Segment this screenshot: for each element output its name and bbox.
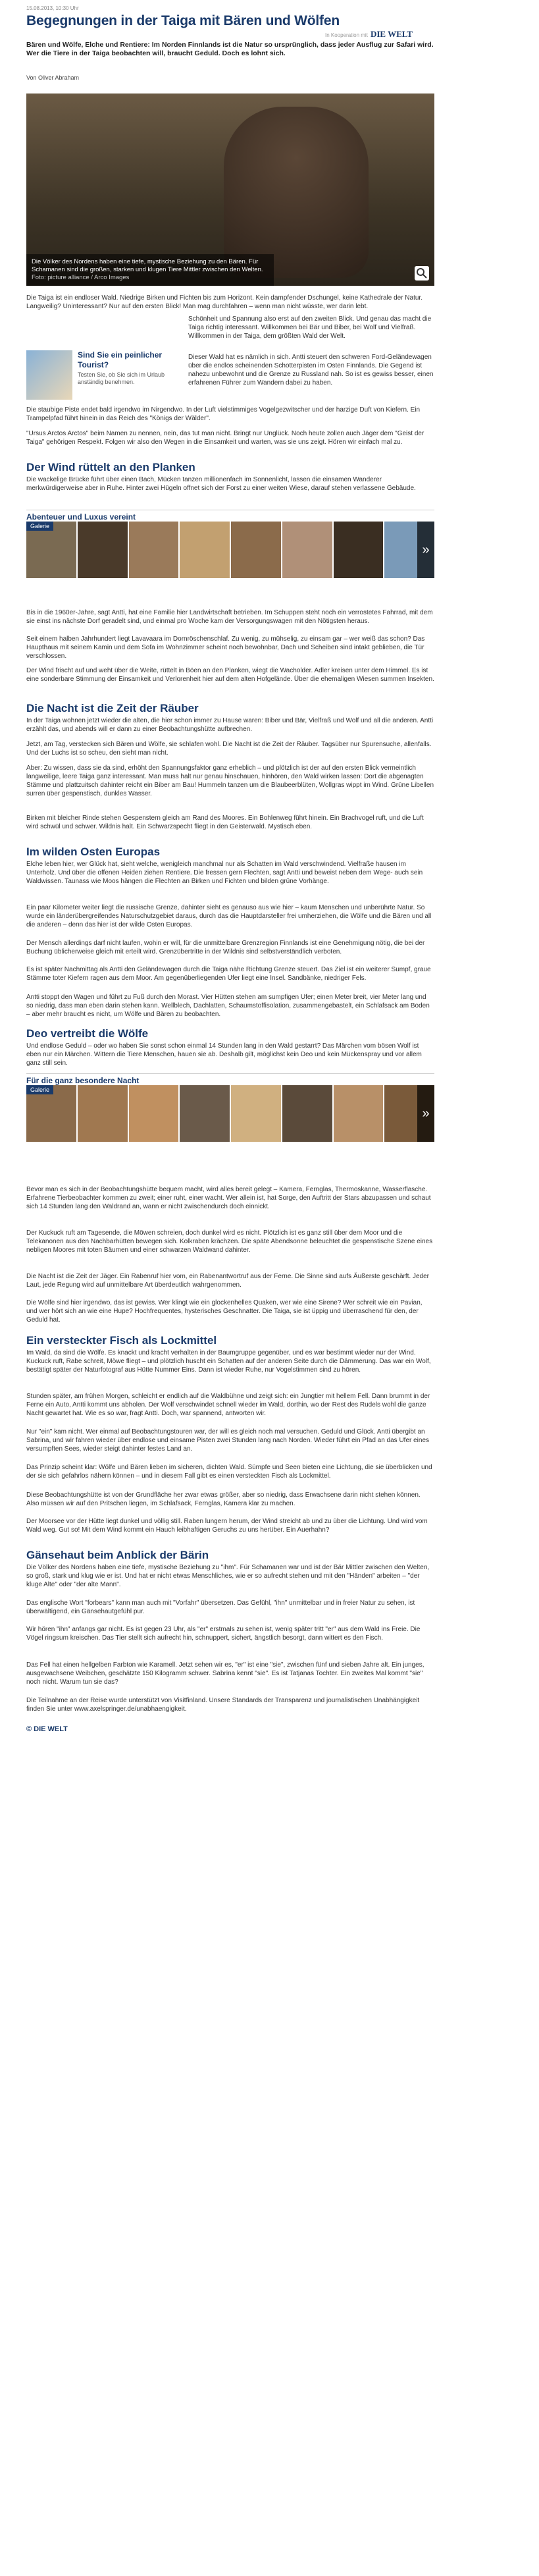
paragraph: Das Prinzip scheint klar: Wölfe und Bären lieben im sicheren, dichten Wald. Sümpfe und Seen bieten eine Lichtung, die sie überblicken und der sie sich gefahrlos nähern können – und in diesem Fall gibt es einen versteckten Fisch als Lockmittel. [26, 1464, 432, 1480]
paragraph: Jetzt, am Tag, verstecken sich Bären und Wölfe, sie schlafen wohl. Die Nacht ist die Zeit der Räuber. Tagsüber nur Spurensuche, allenfalls. Und der Luchs ist so scheu, den sieht man nicht. [26, 741, 432, 757]
gallery-thumb[interactable] [231, 1085, 281, 1142]
gallery-thumb[interactable] [78, 1085, 128, 1142]
section-heading: Deo vertreibt die Wölfe [26, 1027, 149, 1040]
section-heading: Ein versteckter Fisch als Lockmittel [26, 1334, 217, 1347]
paragraph: Nur "ein" kam nicht. Wer einmal auf Beobachtungstouren war, der will es gleich noch mal versuchen. Geduld und Glück. Antti übergibt an Sabrina, und wir fahren wieder über endlose und einsame Pisten zwei Stunden lang nach Norden. Wieder führt ein Pfad an das Ufer eines versumpften Sees, wieder steigt dahinter festes Land an. [26, 1428, 430, 1453]
gallery-thumb[interactable] [129, 1085, 179, 1142]
paragraph: Diese Beobachtungshütte ist von der Grundfläche her zwar etwas größer, aber so niedrig, dass Erwachsene darin nicht stehen können. Also müssen wir auf den Pritschen liegen, im Schlafsack, Fernglas, Kamera klar zu machen. [26, 1491, 421, 1507]
hero-caption-text: Die Völker des Nordens haben eine tiefe, mystische Beziehung zu den Bären. Für Schamanen sind die großen, starken und klugen Tiere Mittler zwischen den Welten. [32, 258, 263, 273]
gallery-thumb[interactable] [282, 1085, 332, 1142]
paragraph: Die Wölfe sind hier irgendwo, das ist gewiss. Wer klingt wie ein glockenhelles Quaken, wer wie eine Sirene? Wer schreit wie ein Pavian, und wer hört sich an wie eine Hupe? Hochfrequentes, hysterisches Geschnatter. Die Taiga, sie ist üppig und überraschend für den, der Geduld hat. [26, 1299, 423, 1324]
gallery-thumb[interactable] [180, 1085, 230, 1142]
paragraph: Es ist später Nachmittag als Antti den Geländewagen durch die Taiga nähe Richtung Grenze steuert. Das Ziel ist ein weiterer Sumpf, graue Stämme toter Kiefern ragen aus dem Moor. Am gegenüberliegenden Ufer liegt eine Insel. Sandbänke, niedriger Fels. [26, 966, 431, 982]
hero-image[interactable] [26, 94, 434, 286]
gallery-badge[interactable]: Galerie [26, 522, 53, 531]
paragraph: Stunden später, am frühen Morgen, schleicht er endlich auf die Waldbühne und zeigt sich: ein Jungtier mit hellem Fell. Dann brummt in der Ferne ein Auto, Antti kommt uns abholen. Der Wolf verschwindet schnell wieder im Wald, dorthin, wo der Rest des Rudels wohl die ganze Nacht gewartet hat. Wie es so war, fragt Antti. Doch, war spannend, antworten wir. [26, 1393, 430, 1417]
zoom-icon[interactable] [415, 266, 429, 281]
paragraph: Dieser Wald hat es nämlich in sich. Antti steuert den schweren Ford-Geländewagen über die endlos scheinenden Schotterpisten im Osten Finnlands. Die Gegend ist nahezu unbewohnt und die Grenze zu Russland nah. So ist es gewiss besser, einen erfahrenen Führer zum Wandern dabei zu haben. [188, 354, 434, 387]
gallery-strip[interactable] [26, 1085, 434, 1142]
paragraph: Die Nacht ist die Zeit der Jäger. Ein Rabenruf hier vom, ein Rabenantwortruf aus der Ferne. Die Sinne sind aufs Äußerste geschärft. Jeder Laut, jede Regung wird auf unmittelbare Art überdeutlich wahrgenommen. [26, 1273, 429, 1289]
paragraph: Der Wind frischt auf und weht über die Weite, rüttelt in Böen an den Planken, wiegt die Wacholder. Adler kreisen unter dem Himmel. Es ist eine sonderbare Stimmung der Einsamkeit und Verlorenheit hier auf dem alten Hofgelände. Über die ehemaligen Wiesen summen Insekten. [26, 667, 434, 683]
paragraph: Wir hören "ihn" anfangs gar nicht. Es ist gegen 23 Uhr, als "er" erstmals zu sehen ist, wenig später tritt "er" aus dem Wald ins Freie. Die Vögel ringsum kreischen. Das Tier stellt sich aufrecht hin, schnuppert, sichert, ängstlich besorgt, dann wittert es den Fisch. [26, 1626, 421, 1642]
article-title: Begegnungen in der Taiga mit Bären und Wölfen [26, 13, 340, 28]
paragraph: "Ursus Arctos Arctos" beim Namen zu nennen, nein, das tut man nicht. Bringt nur Unglück. Noch heute zollen auch Jäger dem "Geist der Taiga" gehörigen Respekt. Folgen wir also den Wegen in die Einsamkeit und warten, was sie uns zeigt. Hören wir einfach mal zu. [26, 430, 424, 446]
paragraph: Im Wald, da sind die Wölfe. Es knackt und kracht verhalten in der Baumgruppe gegenüber, und es war bestimmt wieder nur der Wind. Kuckuck ruft, Rabe schreit, Möwe fliegt – und plötzlich huscht ein Schatten auf der anderen Seite durch die Dämmerung. Das war ein Wolf, bestätigt später der Naturfotograf aus Hütte Nummer Eins. Dann ist wieder Ruhe, nur Vogelstimmen sind zu hören. [26, 1349, 431, 1374]
section-heading: Gänsehaut beim Anblick der Bärin [26, 1549, 209, 1561]
paragraph: Die wackelige Brücke führt über einen Bach, Mücken tanzen millionenfach im Sonnenlicht, lassen die einsamen Wanderer merkwürdigerweise aber in Ruhe. Hinter zwei Hügeln offnet sich der Forst zu einer weiten Wiese, darauf stehen verlassene Gebäude. [26, 476, 416, 492]
article-author: Von Oliver Abraham [26, 74, 80, 81]
paragraph: Der Mensch allerdings darf nicht laufen, wohin er will, für die unmittelbare Grenzregion Finnlands ist eine Genehmigung nötig, die bei der Buchung üblicherweise gleich mit erteilt wird. Grenzübertritte in der Wildnis sind selbstverständlich verboten. [26, 940, 425, 955]
hero-caption [26, 254, 274, 286]
teaser-title[interactable]: Sind Sie ein peinlicher Tourist? [78, 350, 163, 369]
paragraph: Und endlose Geduld – oder wo haben Sie sonst schon einmal 14 Stunden lang in den Wald gestarrt? Das Märchen vom bösen Wolf ist eben nur ein Märchen. Wittern die Tiere Menschen, hauen sie ab. Deshalb gilt, möglichst kein Deo und kein Mückenspray und vor allem ganz still sein. [26, 1042, 422, 1067]
paragraph: Seit einem halben Jahrhundert liegt Lavavaara im Dornröschenschlaf. Zu wenig, zu mühselig, zu einsam gar – wer weiß das schon? Das Haupthaus mit seinem Kamin und dem Sofa im Wohnzimmer scheint noch bewohnbar, Dach und Scheiben sind intakt geblieben, die Tür verschlossen. [26, 635, 425, 660]
paragraph: Elche leben hier, wer Glück hat, sieht welche, wenigleich manchmal nur als Schatten im Wald verschwindend. Vielfraße hausen im Unterholz. Und über die offenen Heiden ziehen Rentiere. Die fressen gern Flechten, sagt Antti und beweist neben dem Wege- auch sein Waldwissen. Taunass wie Moos hängen die Flechten an Birken und Fichten und bilden grüne Vorhänge. [26, 861, 423, 885]
section-heading: Im wilden Osten Europas [26, 845, 161, 858]
gallery-abenteuer[interactable] [26, 510, 434, 582]
paragraph: In der Taiga wohnen jetzt wieder die alten, die hier schon immer zu Hause waren: Biber und Bär, Vielfraß und Wolf und all die anderen. Antti erzählt das, und abends will er dann zu einer Beobachtungshütte aufbrechen. [26, 717, 434, 733]
chevron-right-icon[interactable]: » [417, 522, 434, 578]
paragraph: Die Teilnahme an der Reise wurde unterstützt von Visitfinland. Unsere Standards der Transparenz und journalistischen Unabhängigkeit finden Sie unter www.axelspringer.de/unabhaengigkeit. [26, 1697, 420, 1713]
paragraph: Der Moorsee vor der Hütte liegt dunkel und völlig still. Raben lungern herum, der Wind streicht ab und zu über die Lichtung. Und wird vom Wald weg. Gut so! Mit dem Wind kommt ein Hauch leibhaftigen Geruchs zu uns herüber. Ein Auerhahn? [26, 1518, 428, 1534]
paragraph: Aber: Zu wissen, dass sie da sind, erhöht den Spannungsfaktor ganz erheblich – und plötzlich ist der auf den ersten Blick vermeintlich langweilige, leere Taiga ganz interessant. Man muss halt nur genau hinschauen, hinhören, den Wald wirken lassen: Dort die abgenagten Stämme und plattzuitsch dahinter reicht ein Biber am Bau! Hummeln tanzen um die Blaubeerblüten, Wollgras wippt im Wind. Grüne Libellen surren über gespenstisch, dunkles Wasser. [26, 765, 434, 797]
gallery-title: Für die ganz besondere Nacht [26, 1073, 434, 1085]
paragraph: Die staubige Piste endet bald irgendwo im Nirgendwo. In der Luft vielstimmiges Vogelgezwitscher und der harzige Duft von Kiefern. Ein Trampelpfad führt hinein in das Reich des "Königs der Wälder". [26, 406, 421, 422]
welt-logo[interactable]: DIE WELT [370, 29, 413, 39]
footer-brand[interactable]: © DIE WELT [26, 1725, 68, 1733]
paragraph: Birken mit bleicher Rinde stehen Gespenstern gleich am Rand des Moores. Ein Bohlenweg führt hinein. Ein Brachvogel ruft, und die Luft wird schwül und schwer. Wildnis halt. Ein Schwarzspecht fliegt in den Geisterwald. Mystisch eben. [26, 815, 424, 830]
paragraph: Antti stoppt den Wagen und führt zu Fuß durch den Morast. Vier Hütten stehen am sumpfigen Ufer; einen Meter breit, vier Meter lang und so niedrig, dass man eben darin stehen kann. Wellblech, Dachlatten, Schaumstoffisolation, zusammengebastelt, ein Schlafsack am Boden – aber mehr braucht es nicht, um Wölfe und Bären zu beobachten. [26, 994, 430, 1018]
paragraph: Bis in die 1960er-Jahre, sagt Antti, hat eine Familie hier Landwirtschaft betrieben. Im Schuppen steht noch ein verrostetes Fahrrad, mit dem sie einst ins nächste Dorf geradelt sind, und einmal pro Woche kam der Versorgungswagen mit den Nötigsten heraus. [26, 609, 433, 625]
paragraph: Bevor man es sich in der Beobachtungshütte bequem macht, wird alles bereit gelegt – Kamera, Fernglas, Thermoskanne, Wasserflasche. Erfahrene Tierbeobachter kommen zu zweit; einer ruht, einer wacht. Wer allein ist, hat Sorge, den Auftritt der Stars abzupassen und schaut sich 14 Stunden lang den Waldrand an, wann er nicht zwischendurch doch einnickt. [26, 1186, 431, 1210]
article-lead: Bären und Wölfe, Elche und Rentiere: Im Norden Finnlands ist die Natur so ursprünglich, dass jeder Ausflug zur Safari wird. Wer die Tiere in der Taiga beobachten will, braucht Geduld. Doch es lohnt sich. [26, 41, 434, 57]
section-heading: Der Wind rüttelt an den Planken [26, 461, 195, 473]
teaser-description: Testen Sie, ob Sie sich im Urlaub anständig benehmen. [78, 371, 165, 385]
gallery-thumb[interactable] [334, 1085, 384, 1142]
koop-label: In Kooperation mit [325, 32, 368, 38]
gallery-nacht[interactable] [26, 1073, 434, 1146]
paragraph: Ein paar Kilometer weiter liegt die russische Grenze, dahinter sieht es genauso aus wie hier – kaum Menschen und unberührte Natur. So wurde ein länderübergreifendes Naturschutzgebiet daraus, durch das die Hauptdarsteller frei umherziehen, die Wölfe und die Bären und all die anderen – denn das hier ist der wilde Osten Europas. [26, 904, 432, 928]
gallery-badge[interactable]: Galerie [26, 1085, 53, 1094]
paragraph: Die Taiga ist ein endloser Wald. Niedrige Birken und Fichten bis zum Horizont. Kein dampfender Dschungel, keine Kathedrale der Natur. Langweilig? Uninteressant? Nur auf den ersten Blick! Man mag durchfahren – wenn man nicht wüsste, wer darin lebt. [26, 294, 423, 310]
bear-silhouette [224, 107, 369, 278]
section-heading: Die Nacht ist die Zeit der Räuber [26, 702, 199, 714]
gallery-thumb[interactable] [78, 522, 128, 578]
gallery-thumb[interactable] [334, 522, 384, 578]
gallery-thumb[interactable] [282, 522, 332, 578]
quiz-teaser[interactable] [26, 350, 178, 403]
gallery-strip[interactable] [26, 522, 434, 578]
paragraph: Der Kuckuck ruft am Tagesende, die Möwen schreien, doch dunkel wird es nicht. Plötzlich ist es ganz still über dem Moor und die Telekanonen aus den Nachbarhütten bewegen sich. Kolkraben krächzen. Die späte Abendsonne beleuchtet die gespenstische Szene eines nebligen Moores mit toten Bäumen und einer schwarzen Waldwand dahinter. [26, 1229, 433, 1254]
paragraph: Schönheit und Spannung also erst auf den zweiten Blick. Und genau das macht die Taiga richtig interessant. Willkommen bei Bär und Biber, bei Wolf und Vielfraß. Willkommen in der Taiga, dem größten Wald der Welt. [188, 315, 432, 340]
gallery-title: Abenteuer und Luxus vereint [26, 510, 434, 522]
paragraph: Das Fell hat einen hellgelben Farbton wie Karamell. Jetzt sehen wir es, "er" ist eine "sie", zwischen fünf und sieben Jahre alt. Ein junges, ausgewachsene Weibchen, geschätzte 150 Kilogramm schwer. Sabrina kennt "sie". Es ist Tatjanas Tochter. Ein zweites Mal kommt "sie" noch nicht. Warum tun sie das? [26, 1661, 424, 1686]
gallery-thumb[interactable] [231, 522, 281, 578]
cooperation-note [325, 29, 413, 40]
hero-credit: Foto: picture alliance / Arco Images [32, 274, 130, 281]
teaser-image[interactable] [26, 350, 72, 400]
paragraph: Das englische Wort "forbears" kann man auch mit "Vorfahr" übersetzen. Das Gefühl, "ihn" unmittelbar und in freier Natur zu sehen, ist überwältigend, ein Gänsehautgefühl pur. [26, 1599, 415, 1615]
paragraph: Die Völker des Nordens haben eine tiefe, mystische Beziehung zu "ihm". Für Schamanen war und ist der Bär Mittler zwischen den Welten, so groß, stark und klug wie er ist. Und hat er nicht etwas Menschliches, wie er so aufrecht stehen und mit den "Händen" arbeiten – "der kluge Alte" oder "der alte Mann". [26, 1564, 430, 1588]
article-date: 15.08.2013, 10:30 Uhr [26, 5, 79, 11]
gallery-thumb[interactable] [129, 522, 179, 578]
chevron-right-icon[interactable]: » [417, 1085, 434, 1142]
gallery-thumb[interactable] [180, 522, 230, 578]
